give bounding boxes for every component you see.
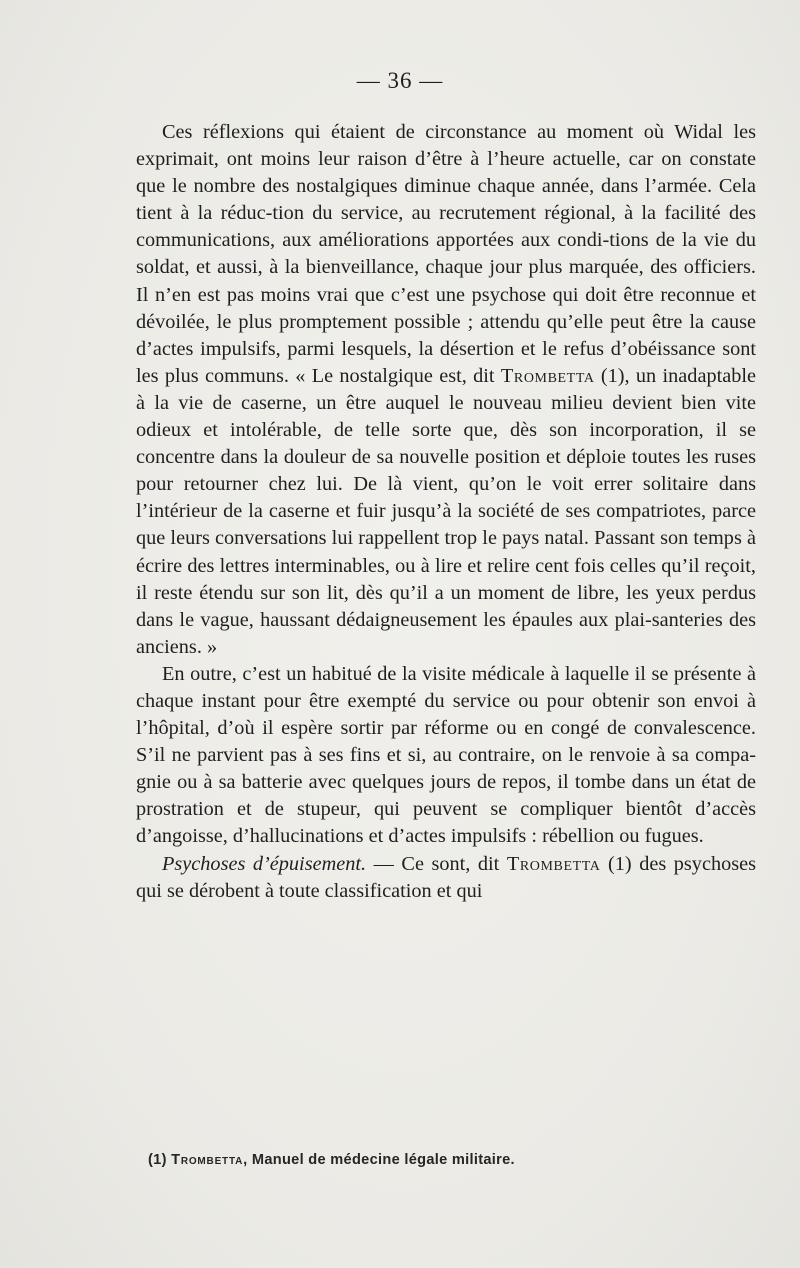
author-name-trombetta: Trombetta [500,364,595,387]
paragraph-1 [136,119,756,661]
paragraph-2 [136,661,756,851]
footnote-text: , Manuel de médecine légale militaire. [243,1152,515,1168]
page-number: — 36 — [356,68,444,93]
body-text [136,119,756,905]
paragraph-3-text-a: — Ce sont, dit [366,852,507,875]
footnote-author: Trombetta [171,1152,244,1168]
paragraph-1-text-a: Ces réflexions qui étaient de circonstance au moment où Widal les exprimait, ont moins leur raison d’être à l’heure actuelle, car on constate que le nombre des nostalgiques diminue chaque année, dans l’armée. Cela tient à la réduc-tion du service, au recrutement régional, à la facilité des communications, aux améliorations apportées aux condi-tions de la vie du soldat, et aussi, à la bienveillance, chaque jour plus marquée, des officiers. Il n’en est pas moins vrai que c’est une psychose qui doit être reconnue et dévoilée, le plus promptement possible ; attendu qu’elle peut être la cause d’actes impulsifs, parmi lesquels, la désertion et le refus d’obéissance sont les plus communs. « Le nostalgique est, dit [136,121,756,387]
paragraph-2-text: En outre, c’est un habitué de la visite médicale à laquelle il se présente à chaque instant pour être exempté du service ou pour obtenir son envoi à l’hôpital, d’où il espère sortir par réforme ou en congé de convalescence. S’il ne parvient pas à ses fins et si, au contraire, on le renvoie à sa compa-gnie ou à sa batterie avec quelques jours de repos, il tombe dans un état de prostration et de stupeur, qui peuvent se compliquer bientôt d’accès d’angoisse, d’hallucinations et d’actes impulsifs : rébellion ou fugues. [136,662,756,848]
footnote-marker: (1) [148,1152,167,1168]
footnote [148,1150,748,1170]
paragraph-3-text-b: (1) des psychoses qui se dérobent à toute classification et qui [136,852,757,902]
paragraph-3 [136,851,756,905]
author-name-trombetta-2: Trombetta [506,852,601,875]
section-heading-psychoses-epuisement: Psychoses d’épuisement. [162,852,367,875]
paragraph-1-text-b: (1), un inadaptable à la vie de caserne, un être auquel le nouveau milieu devient bien vite odieux et intolérable, de telle sorte que, dès son incorporation, il se concentre dans la douleur de sa nouvelle position et déploie toutes les ruses pour retourner chez lui. De là vient, qu’on le voit errer solitaire dans l’intérieur de la caserne et fuir jusqu’à la société de ses compatriotes, parce que leurs conversations lui rappellent trop le pays natal. Passant son temps à écrire des lettres interminables, ou à lire et relire cent fois celles qu’il reçoit, il reste étendu sur son lit, dès qu’il a un moment de libre, les yeux perdus dans le vague, haussant dédaigneusement les épaules aux plai-santeries des anciens. » [136,364,756,658]
